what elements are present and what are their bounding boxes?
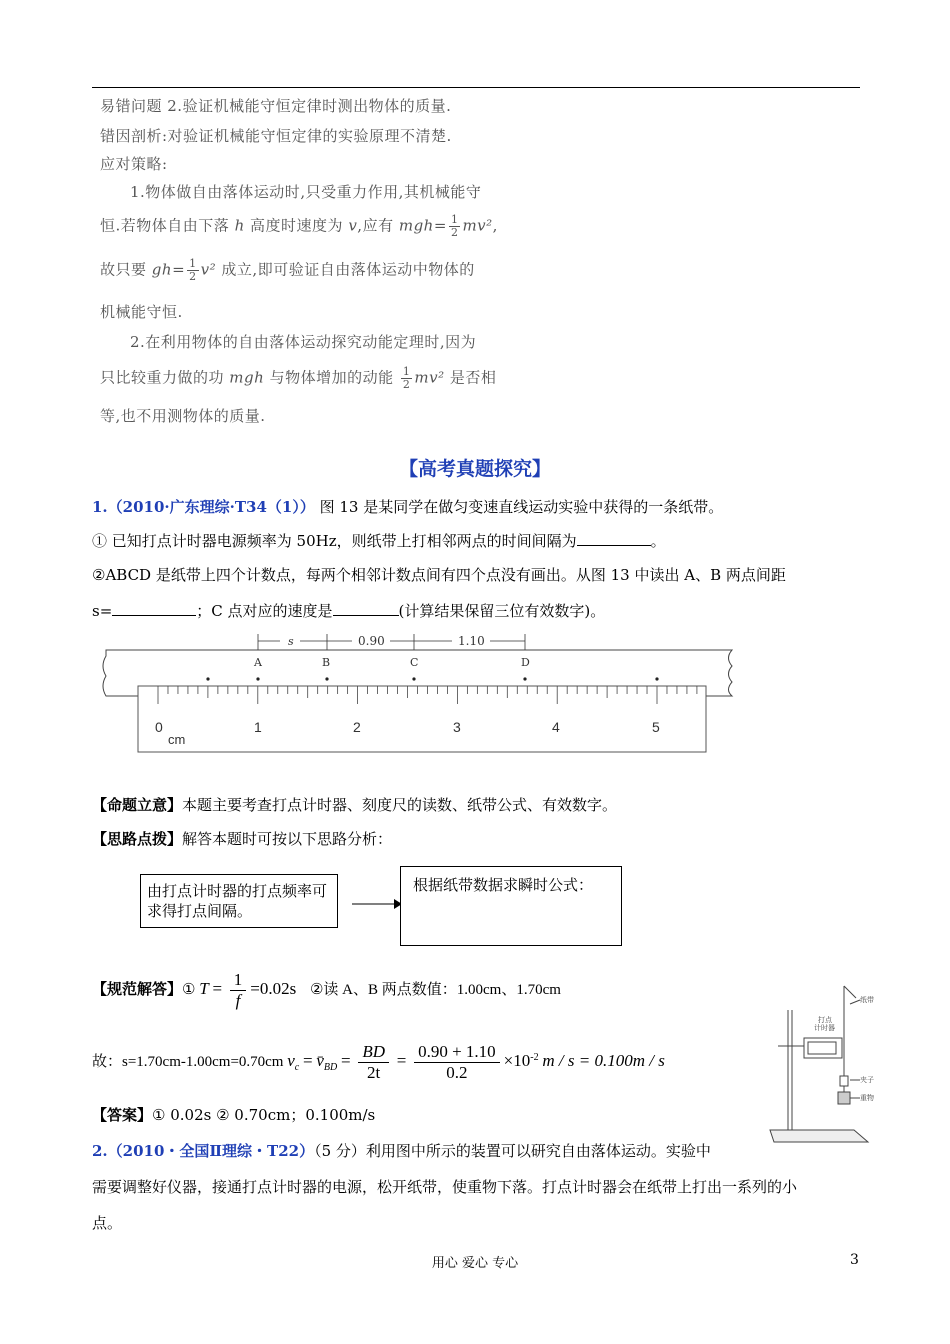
var-mgh: mgh: [398, 216, 434, 235]
excerpt-line: 错因剖析:对验证机械能守恒定律的实验原理不清楚.: [100, 127, 452, 145]
page-number: 3: [850, 1252, 859, 1268]
text: 与物体增加的动能: [269, 368, 394, 387]
tick-label-0: 0: [155, 719, 163, 735]
text: ,应有: [357, 216, 394, 235]
frac-den: f: [235, 991, 241, 1010]
answer-line: [92, 1104, 375, 1125]
text: ②读 A、B 两点数值：1.00cm、1.70cm: [309, 981, 561, 998]
frac-den: 2t: [367, 1063, 381, 1082]
var-mv2: mv²: [462, 216, 493, 235]
q1-number: 1.: [92, 498, 108, 516]
apparatus-label: 打点: [818, 1016, 832, 1024]
excerpt-line: 2.在利用物体的自由落体运动探究动能定理时,因为: [130, 333, 477, 351]
tick-label-1: 1: [254, 719, 262, 735]
tick-label-3: 3: [453, 719, 461, 735]
solution-label: 【规范解答】: [92, 981, 183, 998]
q1-part2: ②ABCD 是纸带上四个计数点，每两个相邻计数点间有四个点没有画出。从图 13 中读出 A、B 两点间距: [92, 566, 786, 584]
hint-text: 解答本题时可按以下思路分析：: [182, 830, 393, 848]
footer-motto: 用心 爱心 专心: [431, 1256, 519, 1271]
q1-stem: 图 13 是某同学在做匀变速直线运动实验中获得的一条纸带。: [319, 498, 724, 516]
excerpt-line: [100, 258, 475, 283]
hint-label: 【思路点拨】: [92, 830, 183, 848]
var-v: v: [348, 216, 358, 235]
text: m / s = 0.100m / s: [542, 1050, 665, 1070]
exponent: -2: [530, 1051, 539, 1063]
text: (计算结果保留三位有效数字)。: [398, 602, 606, 620]
excerpt-line: 等,也不用测物体的质量.: [100, 407, 266, 425]
frac-num: 1: [450, 213, 459, 226]
flow-arrow: [352, 896, 402, 912]
excerpt-line: 易错问题 2.验证机械能守恒定律时测出物体的质量.: [100, 97, 452, 115]
section-title: 【高考真题探究】: [398, 458, 551, 480]
excerpt-line: 机械能守恒.: [100, 303, 183, 321]
point-C: C: [410, 656, 419, 669]
var-mv2: mv²: [414, 368, 445, 387]
q1-source: （2010·广东理综·T34（1））: [107, 498, 315, 516]
intent-text: 本题主要考查打点计时器、刻度尺的读数、纸带公式、有效数字。: [182, 796, 618, 814]
ruler-body: [138, 686, 706, 752]
solution-line-2: [92, 1042, 665, 1083]
q1-part1: [92, 530, 666, 551]
frac-den: 2: [189, 270, 197, 283]
excerpt-line: [100, 366, 496, 391]
sub-BD: BD: [323, 1061, 338, 1073]
frac-num: 1: [230, 970, 247, 991]
point-A: A: [254, 656, 262, 669]
unit-label: cm: [168, 732, 186, 747]
var-v2: v²: [200, 260, 217, 279]
frac-den: 2: [450, 226, 459, 239]
answer-blank[interactable]: [112, 601, 196, 616]
apparatus-figure: [764, 980, 876, 1150]
q2-number: 2.: [92, 1142, 108, 1160]
var-T: T: [199, 978, 209, 998]
text: =: [172, 260, 186, 279]
answer-label: 【答案】: [92, 1106, 153, 1124]
dimension-line: [258, 634, 525, 650]
point-B: B: [322, 656, 331, 669]
answer-blank[interactable]: [333, 601, 399, 616]
excerpt-line: 应对策略:: [100, 155, 168, 173]
q1-part3: [92, 600, 605, 621]
intent-label: 【命题立意】: [92, 796, 183, 814]
text: =: [212, 978, 223, 998]
point-D: D: [521, 656, 530, 669]
text: =: [302, 1050, 313, 1070]
frac-den: 0.2: [446, 1063, 468, 1082]
apparatus-label: 纸带: [860, 996, 874, 1004]
apparatus-label: 计时器: [814, 1024, 835, 1032]
frac-den: 2: [402, 378, 411, 391]
var-mgh: mgh: [229, 368, 265, 387]
frac-num: 0.90 + 1.10: [414, 1042, 500, 1063]
text: ①: [182, 981, 196, 998]
text: 是否相: [449, 368, 497, 387]
header-rule: [92, 87, 860, 88]
flow-box-1: 由打点计时器的打点频率可求得打点间隔。: [140, 874, 338, 928]
q2-header: [92, 1140, 711, 1161]
text: =: [396, 1050, 407, 1070]
tick-label-2: 2: [353, 719, 361, 735]
tick-label-5: 5: [652, 719, 660, 735]
hint-line: [92, 828, 392, 849]
text: 成立,即可验证自由落体运动中物体的: [221, 260, 475, 279]
var-gh: gh: [151, 260, 173, 279]
fraction-half: [449, 214, 461, 239]
solution-line-1: [92, 970, 561, 1011]
answer-text: ① 0.02s ② 0.70cm；0.100m/s: [152, 1106, 376, 1124]
q2-source: （2010・全国Ⅱ理综・T22）: [107, 1142, 315, 1160]
fraction-1-over-f: [230, 970, 247, 1011]
text: =: [340, 1050, 351, 1070]
q1-header: [92, 496, 723, 517]
text: ；C 点对应的速度是: [196, 602, 333, 620]
text: 。: [650, 532, 666, 550]
text: 故：s=1.70cm-1.00cm=0.70cm: [92, 1053, 284, 1070]
excerpt-line: 1.物体做自由落体运动时,只受重力作用,其机械能守: [130, 183, 482, 201]
frac-num: BD: [358, 1042, 389, 1063]
text: =0.02s: [250, 978, 297, 998]
text: =: [433, 216, 447, 235]
dim-label-2: 1.10: [458, 634, 485, 648]
sub-c: c: [294, 1061, 300, 1073]
fraction-half: [401, 366, 413, 391]
text: ① 已知打点计时器电源频率为 50Hz，则纸带上打相邻两点的时间间隔为: [92, 532, 577, 550]
s-label: s: [288, 635, 294, 648]
text: 只比较重力做的功: [100, 368, 225, 387]
var-vc: v: [287, 1050, 295, 1070]
text: s=: [92, 602, 113, 620]
text: 高度时速度为: [250, 216, 344, 235]
fraction-BD-2t: [358, 1042, 389, 1083]
text: 故只要: [100, 260, 147, 279]
tape-ruler-figure: [100, 628, 740, 756]
var-h: h: [234, 216, 245, 235]
fraction-half: [187, 258, 199, 283]
frac-num: 1: [402, 365, 411, 378]
text: ×10: [503, 1050, 531, 1070]
intent-line: [92, 794, 617, 815]
dim-label-1: 0.90: [358, 634, 385, 648]
apparatus-label: 夹子: [860, 1076, 874, 1084]
text: ,: [492, 216, 498, 235]
var-vbar: v̄: [316, 1050, 324, 1070]
tick-label-4: 4: [552, 719, 560, 735]
q2-text: （5 分）利用图中所示的装置可以研究自由落体运动。实验中: [314, 1142, 711, 1160]
excerpt-line: [100, 214, 498, 239]
flow-box-2: 根据纸带数据求瞬时公式：: [400, 866, 622, 946]
frac-num: 1: [189, 257, 197, 270]
answer-blank[interactable]: [577, 531, 651, 546]
q2-line-3: 点。: [92, 1214, 123, 1232]
q2-line-2: 需要调整好仪器，接通打点计时器的电源，松开纸带，使重物下落。打点计时器会在纸带上打出一系列的小: [92, 1178, 798, 1196]
fraction-values: [414, 1042, 500, 1083]
apparatus-label: 重物: [860, 1094, 874, 1102]
text: 恒.若物体自由下落: [100, 216, 230, 235]
